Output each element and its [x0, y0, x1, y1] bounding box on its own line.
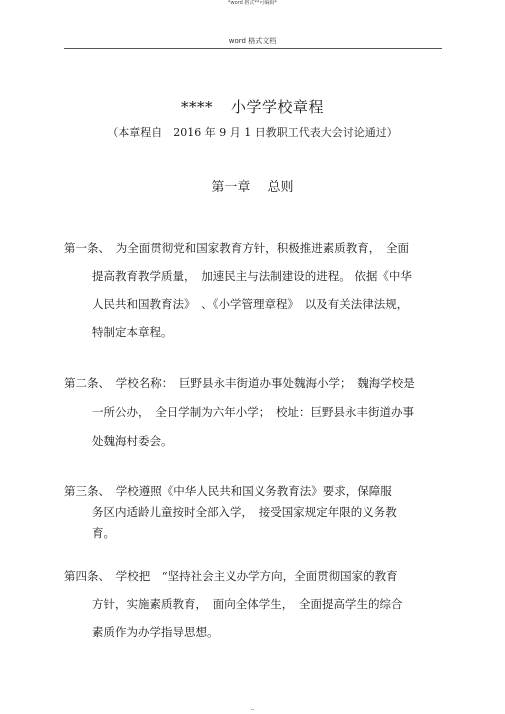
article-line: 提高教育教学质量， 加速民主与法制建设的进程。 依据《中华: [92, 269, 412, 283]
title-stars: ****: [180, 98, 213, 116]
article-line: 一所公办， 全日学制为六年小学； 校址：巨野县永丰街道办事: [92, 405, 414, 419]
article-4: [64, 568, 450, 640]
header-rule: [64, 48, 442, 49]
title-text: 小学学校章程: [230, 98, 324, 116]
article-line: 人民共和国教育法》 、《小学管理章程》 以及有关法律法规，: [92, 297, 409, 311]
article-line: 第一条、 为全面贯彻党和国家教育方针，积极推进素质教育， 全面: [64, 241, 409, 255]
article-3: [64, 483, 450, 541]
article-line: 第二条、 学校名称： 巨野县永丰街道办事处魏海小学； 魏海学校是: [64, 376, 415, 390]
chapter-heading: 第一章 总则: [211, 180, 294, 195]
article-1: [64, 240, 450, 340]
document-title: [0, 96, 505, 117]
article-line: 处魏海村委会。: [92, 434, 173, 448]
article-2: [64, 375, 450, 449]
article-line: 方针，实施素质教育， 面向全体学生， 全面提高学生的综合: [92, 597, 403, 611]
page-number: --: [250, 707, 255, 713]
article-line: 特制定本章程。: [92, 325, 173, 339]
article-line: 第四条、 学校把 “坚持社会主义办学方向，全面贯彻国家的教育: [64, 569, 398, 583]
article-line: 务区内适龄儿童按时全部入学， 接受国家规定年限的义务教: [92, 505, 397, 519]
article-line: 第三条、 学校遵照《中华人民共和国义务教育法》要求，保障服: [64, 484, 392, 498]
document-subtitle: （本章程自 2016 年 9 月 1 日教职工代表大会讨论通过）: [107, 126, 398, 139]
header-label: word 格式文档: [228, 37, 277, 45]
article-line: 素质作为办学指导思想。: [92, 625, 219, 639]
top-watermark: *word 格式**可编辑*: [228, 0, 277, 6]
article-line: 育。: [92, 526, 115, 540]
